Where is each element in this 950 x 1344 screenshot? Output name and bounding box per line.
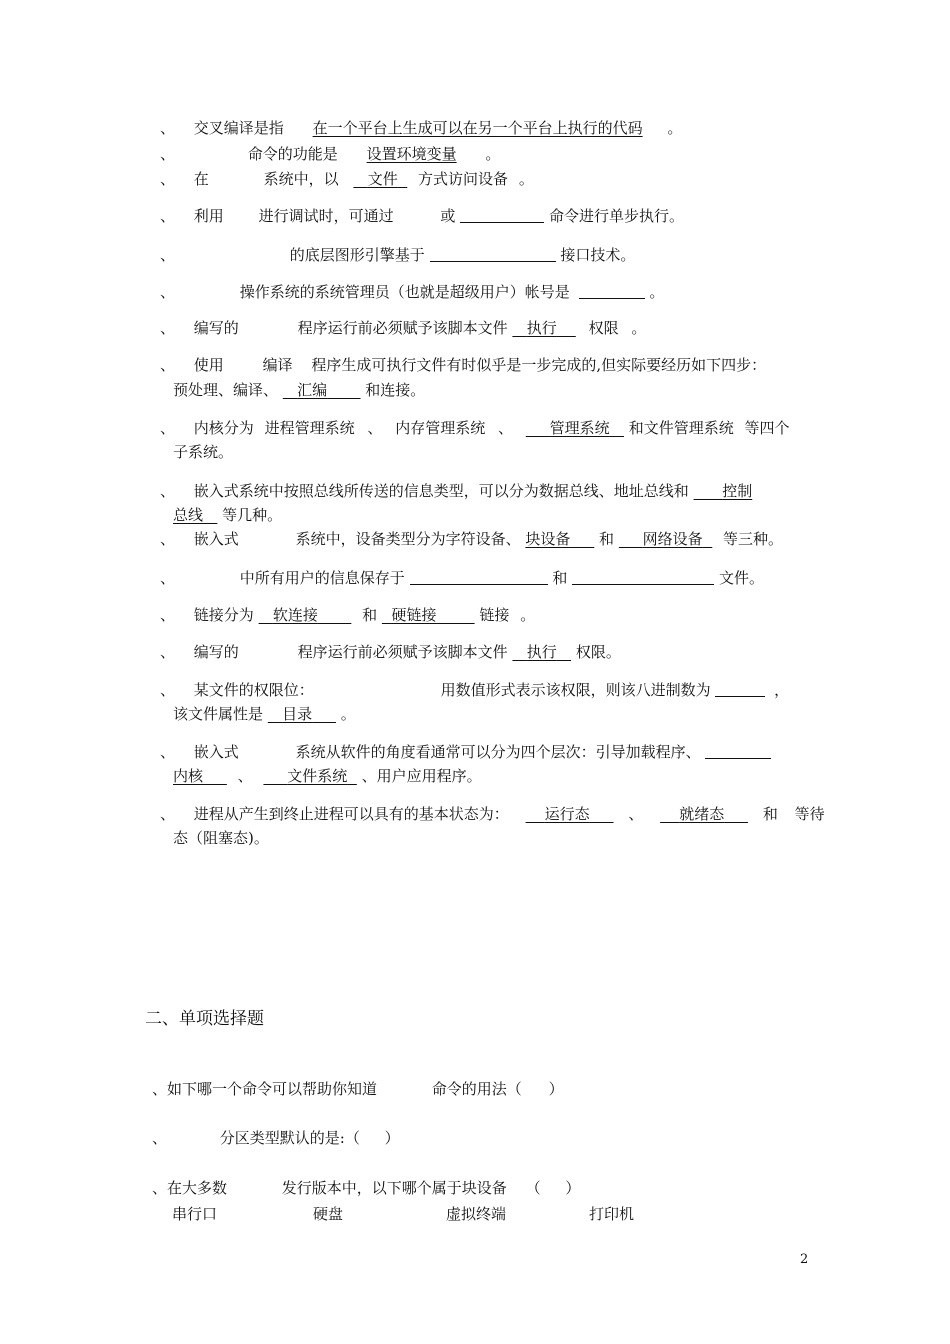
q16-text-d: 、用户应用程序。 bbox=[361, 767, 482, 785]
q4-text-d: 命令进行单步执行。 bbox=[548, 207, 684, 225]
fill-q7 bbox=[160, 318, 646, 338]
fill-q14 bbox=[160, 642, 621, 662]
fill-q6 bbox=[160, 282, 664, 302]
q13-text-c: 链接 bbox=[479, 606, 510, 624]
q13-end: 。 bbox=[520, 606, 536, 624]
q13-answer-1: 软连接 bbox=[272, 606, 318, 624]
q2-num: 、 bbox=[160, 145, 176, 163]
fill-q3 bbox=[160, 169, 534, 189]
fill-q16-line1 bbox=[160, 742, 771, 762]
q9-text-e: 、 bbox=[497, 419, 513, 437]
q7-text-b: 程序运行前必须赋予该脚本文件 bbox=[297, 319, 508, 337]
q9-num: 、 bbox=[160, 419, 176, 437]
q10-text-b: 等几种。 bbox=[222, 506, 283, 524]
q15-text-d: 该文件属性是 bbox=[173, 705, 264, 723]
q11-answer-2: 网络设备 bbox=[642, 530, 703, 548]
q4-text-c: 或 bbox=[440, 207, 456, 225]
choice-q2 bbox=[152, 1128, 400, 1148]
q8-answer: 汇编 bbox=[297, 381, 328, 399]
q15-text-c: ， bbox=[774, 681, 790, 699]
q15-answer: 目录 bbox=[282, 705, 313, 723]
choice-q2-text-b: 分区类型默认的是:（ bbox=[219, 1129, 360, 1147]
choice-q1-text-a: 、如下哪一个命令可以帮助你知道 bbox=[152, 1080, 378, 1098]
q8-num: 、 bbox=[160, 356, 176, 374]
q7-text-c: 权限 bbox=[588, 319, 619, 337]
fill-q17-line2 bbox=[173, 828, 269, 848]
q16-text-a: 嵌入式 bbox=[193, 743, 239, 761]
q3-text-b: 系统中，以 bbox=[263, 170, 339, 188]
q11-text-b: 系统中，设备类型分为字符设备、 bbox=[295, 530, 521, 548]
q13-num: 、 bbox=[160, 606, 176, 624]
q12-blank-2 bbox=[572, 568, 714, 585]
q15-text-e: 。 bbox=[340, 705, 356, 723]
q2-answer: 设置环境变量 bbox=[366, 145, 457, 163]
q11-num: 、 bbox=[160, 530, 176, 548]
q8-text-a: 使用 bbox=[193, 356, 224, 374]
q11-text-a: 嵌入式 bbox=[193, 530, 239, 548]
fill-q9-line2 bbox=[173, 442, 233, 462]
q8-text-d: 预处理、编译、 bbox=[173, 381, 279, 399]
q12-num: 、 bbox=[160, 569, 176, 587]
q9-answer: 管理系统 bbox=[549, 419, 610, 437]
q17-answer-2: 就绪态 bbox=[679, 805, 725, 823]
q4-text-b: 进行调试时，可通过 bbox=[258, 207, 394, 225]
q6-blank bbox=[579, 282, 645, 299]
q17-text-d: 等待 bbox=[794, 805, 825, 823]
q17-text-e: 态（阻塞态)。 bbox=[173, 829, 269, 847]
q3-answer: 文件 bbox=[367, 170, 398, 188]
q2-end: 。 bbox=[485, 145, 501, 163]
q17-text-c: 和 bbox=[762, 805, 778, 823]
q4-blank bbox=[460, 206, 544, 223]
choice-q3-option-3: 虚拟终端 bbox=[446, 1205, 507, 1223]
q9-text-h: 子系统。 bbox=[173, 443, 234, 461]
q13-text-a: 链接分为 bbox=[193, 606, 254, 624]
q16-num: 、 bbox=[160, 743, 176, 761]
choice-q1-paren: ） bbox=[548, 1080, 564, 1098]
choice-q3-option-2: 硬盘 bbox=[313, 1205, 344, 1223]
q16-answer-1: 内核 bbox=[173, 767, 204, 785]
q6-num: 、 bbox=[160, 283, 176, 301]
choice-q1-text-b: 命令的用法（ bbox=[431, 1080, 522, 1098]
q11-answer-1: 块设备 bbox=[525, 530, 571, 548]
q10-answer-2: 总线 bbox=[173, 506, 204, 524]
choice-q3-paren-open: （ bbox=[525, 1179, 541, 1197]
choice-q3-text-b: 发行版本中，以下哪个属于块设备 bbox=[281, 1179, 507, 1197]
choice-q3 bbox=[152, 1178, 580, 1198]
q7-num: 、 bbox=[160, 319, 176, 337]
q8-text-b: 编译 bbox=[262, 356, 293, 374]
page-number: 2 bbox=[800, 1252, 809, 1267]
choice-q2-text-a: 、 bbox=[152, 1129, 168, 1147]
fill-q12 bbox=[160, 568, 764, 588]
fill-q10-line2 bbox=[173, 505, 282, 525]
q15-blank bbox=[715, 680, 765, 697]
q9-text-b: 进程管理系统 bbox=[264, 419, 355, 437]
choice-q3-option-1: 串行口 bbox=[172, 1205, 218, 1223]
q15-text-b: 用数值形式表示该权限，则该八进制数为 bbox=[440, 681, 711, 699]
fill-q9-line1 bbox=[160, 418, 790, 438]
q16-text-c: 、 bbox=[237, 767, 253, 785]
q11-text-d: 等三种。 bbox=[723, 530, 784, 548]
q9-text-g: 等四个 bbox=[744, 419, 790, 437]
q1-text: 交叉编译是指 bbox=[193, 119, 284, 137]
fill-q13 bbox=[160, 605, 535, 625]
q2-text: 命令的功能是 bbox=[247, 145, 338, 163]
fill-q1 bbox=[160, 118, 682, 138]
section-title: 二、单项选择题 bbox=[145, 1009, 264, 1029]
q17-answer-1: 运行态 bbox=[544, 805, 590, 823]
q7-answer: 执行 bbox=[526, 319, 557, 337]
q1-answer: 在一个平台上生成可以在另一个平台上执行的代码 bbox=[312, 119, 643, 137]
choice-q2-paren: ） bbox=[384, 1129, 400, 1147]
fill-q2 bbox=[160, 144, 500, 164]
choice-q1 bbox=[152, 1079, 564, 1099]
q16-answer-2: 文件系统 bbox=[287, 767, 348, 785]
q9-text-f: 和文件管理系统 bbox=[628, 419, 734, 437]
fill-q15-line2 bbox=[173, 704, 356, 724]
fill-q15-line1 bbox=[160, 680, 789, 700]
fill-q5 bbox=[160, 245, 635, 265]
q12-blank-1 bbox=[410, 568, 548, 585]
q5-text-a: 的底层图形引擎基于 bbox=[289, 246, 425, 264]
fill-q17-line1 bbox=[160, 804, 825, 824]
q10-num: 、 bbox=[160, 482, 176, 500]
q5-num: 、 bbox=[160, 246, 176, 264]
q11-text-c: 和 bbox=[599, 530, 615, 548]
q9-text-a: 内核分为 bbox=[193, 419, 254, 437]
q17-num: 、 bbox=[160, 805, 176, 823]
fill-q10-line1 bbox=[160, 481, 752, 501]
q5-blank bbox=[430, 245, 556, 262]
choice-q3-paren-close: ） bbox=[565, 1179, 581, 1197]
q17-text-a: 进程从产生到终止进程可以具有的基本状态为： bbox=[193, 805, 509, 823]
q6-end: 。 bbox=[649, 283, 665, 301]
q10-answer-1: 控制 bbox=[722, 482, 753, 500]
q9-text-c: 、 bbox=[367, 419, 383, 437]
q14-text-c: 权限。 bbox=[575, 643, 621, 661]
q14-text-a: 编写的 bbox=[193, 643, 239, 661]
q12-text-b: 和 bbox=[552, 569, 568, 587]
fill-q11 bbox=[160, 529, 783, 549]
q3-num: 、 bbox=[160, 170, 176, 188]
q3-end: 。 bbox=[518, 170, 534, 188]
q16-blank bbox=[705, 742, 771, 759]
q13-text-b: 和 bbox=[362, 606, 378, 624]
q12-text-a: 中所有用户的信息保存于 bbox=[239, 569, 405, 587]
q15-num: 、 bbox=[160, 681, 176, 699]
choice-q3-option-4: 打印机 bbox=[589, 1205, 635, 1223]
q1-end: 。 bbox=[667, 119, 683, 137]
q5-text-b: 接口技术。 bbox=[560, 246, 636, 264]
q12-text-c: 文件。 bbox=[718, 569, 764, 587]
q15-text-a: 某文件的权限位： bbox=[193, 681, 314, 699]
q7-text-a: 编写的 bbox=[193, 319, 239, 337]
q16-text-b: 系统从软件的角度看通常可以分为四个层次：引导加载程序、 bbox=[295, 743, 701, 761]
fill-q4 bbox=[160, 206, 684, 226]
q4-num: 、 bbox=[160, 207, 176, 225]
q8-text-e: 和连接。 bbox=[365, 381, 426, 399]
fill-q8-line1 bbox=[160, 355, 766, 375]
q3-text-c: 方式访问设备 bbox=[418, 170, 509, 188]
q4-text-a: 利用 bbox=[193, 207, 224, 225]
q10-text-a: 嵌入式系统中按照总线所传送的信息类型，可以分为数据总线、地址总线和 bbox=[193, 482, 689, 500]
q14-num: 、 bbox=[160, 643, 176, 661]
q7-end: 。 bbox=[631, 319, 647, 337]
q17-text-b: 、 bbox=[628, 805, 644, 823]
fill-q16-line2 bbox=[173, 766, 482, 786]
choice-q3-text-a: 、在大多数 bbox=[152, 1179, 228, 1197]
q3-text-a: 在 bbox=[193, 170, 209, 188]
q13-answer-2: 硬链接 bbox=[391, 606, 437, 624]
q14-text-b: 程序运行前必须赋予该脚本文件 bbox=[297, 643, 508, 661]
q6-text-a: 操作系统的系统管理员（也就是超级用户）帐号是 bbox=[239, 283, 570, 301]
q1-num: 、 bbox=[160, 119, 176, 137]
fill-q8-line2 bbox=[173, 380, 425, 400]
q14-answer: 执行 bbox=[526, 643, 557, 661]
q8-text-c: 程序生成可执行文件有时似乎是一步完成的,但实际要经历如下四步： bbox=[311, 356, 767, 374]
q9-text-d: 内存管理系统 bbox=[395, 419, 486, 437]
